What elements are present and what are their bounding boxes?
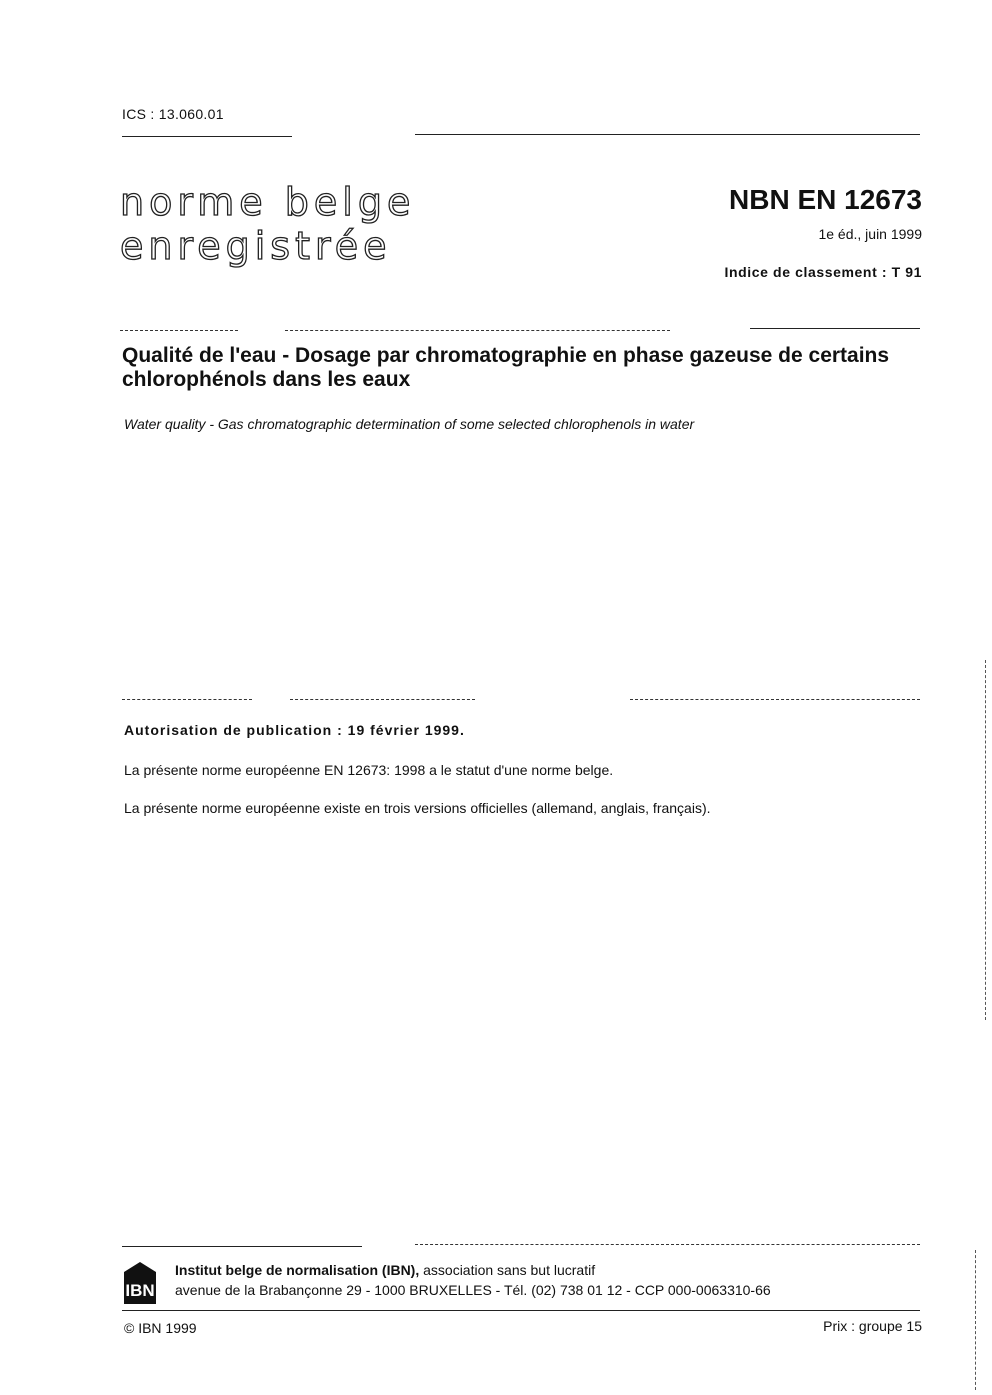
scan-edge-mark [985, 660, 986, 1020]
header-rule-left [122, 136, 292, 137]
title-rule-1 [120, 330, 238, 331]
footer-rule-left [122, 1246, 362, 1247]
publication-authorisation: Autorisation de publication : 19 février 1999. [124, 722, 465, 738]
title-rule-2 [285, 330, 670, 331]
body-rule-2 [290, 699, 475, 700]
ics-code: ICS : 13.060.01 [122, 106, 224, 122]
body-rule-1 [122, 699, 252, 700]
footer-rule-right [415, 1244, 920, 1245]
scan-edge-mark-lower [975, 1250, 976, 1390]
brand-wordmark [120, 180, 415, 268]
brand-line-1: norme belge [120, 180, 416, 224]
institute-name: Institut belge de normalisation (IBN), [175, 1262, 420, 1278]
ibn-logo [120, 1258, 160, 1308]
copyright: © IBN 1999 [124, 1320, 197, 1336]
document-title-french: Qualité de l'eau - Dosage par chromatographie en phase gazeuse de certains chlorophénols dans les eaux [122, 344, 890, 391]
versions-paragraph: La présente norme européenne existe en trois versions officielles (allemand, anglais, français). [124, 800, 711, 816]
price-group: Prix : groupe 15 [823, 1318, 922, 1334]
edition-date: 1e éd., juin 1999 [818, 226, 922, 242]
institute-description: association sans but lucratif [419, 1262, 596, 1278]
title-rule-3 [750, 328, 920, 329]
brand-line-2: enregistrée [120, 224, 392, 268]
footer-bottom-rule [122, 1310, 920, 1311]
status-paragraph: La présente norme européenne EN 12673: 1998 a le statut d'une norme belge. [124, 762, 614, 778]
header-rule-right [415, 134, 920, 135]
body-rule-3 [630, 699, 920, 700]
standard-number: NBN EN 12673 [729, 184, 922, 215]
classification-index: Indice de classement : T 91 [724, 264, 922, 280]
institute-line [175, 1262, 595, 1278]
document-title-english: Water quality - Gas chromatographic determination of some selected chlorophenols in water [124, 416, 695, 432]
institute-address: avenue de la Brabançonne 29 - 1000 BRUXELLES - Tél. (02) 738 01 12 - CCP 000-0063310-66 [175, 1282, 771, 1298]
logo-lettering: IBN [125, 1281, 155, 1300]
